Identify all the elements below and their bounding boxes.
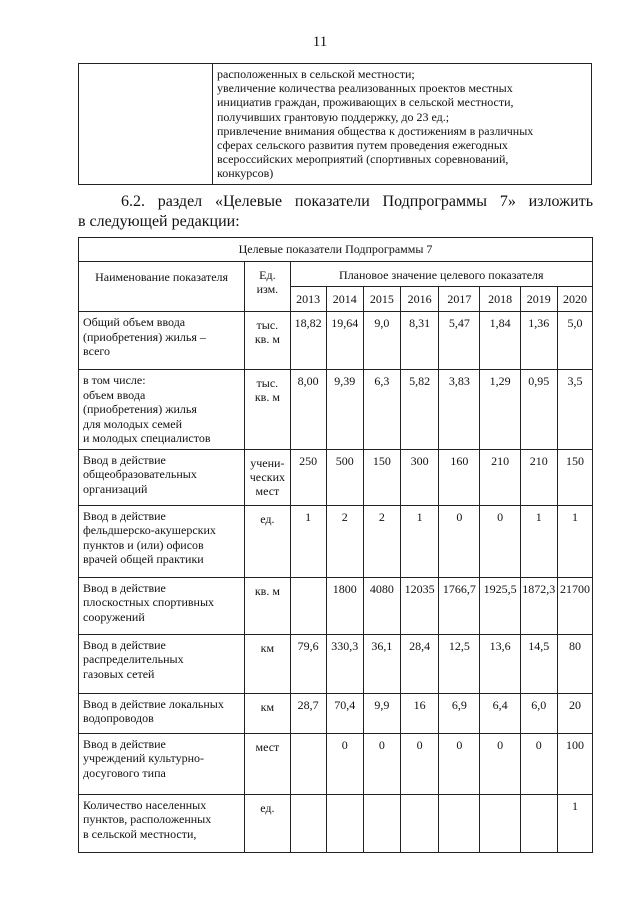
value-cell: 16 <box>401 693 439 733</box>
unit-cell <box>245 505 290 577</box>
text-line: расположенных в сельской местности; <box>217 67 415 81</box>
header-plan-value: Плановое значение целевого показателя <box>290 262 592 287</box>
instruction-word: «Целевые <box>214 193 283 210</box>
indicator-name-line: Ввод в действие локальных <box>83 696 224 711</box>
instruction-word: 7» <box>499 193 516 210</box>
value-cell: 21700 <box>557 577 592 634</box>
instruction-word: Подпрограммы <box>382 193 488 210</box>
empty-cell <box>79 64 213 185</box>
instruction-line-1 <box>78 192 593 212</box>
unit-cell <box>245 577 290 634</box>
unit-line: кв. м <box>254 583 280 598</box>
text-line: инициатив граждан, проживающих в сельской местности, <box>217 95 514 110</box>
header-unit: Ед. изм. <box>245 262 290 312</box>
indicator-name-line: всего <box>83 344 111 358</box>
value-cell: 0 <box>520 733 557 794</box>
indicator-name-cell <box>79 505 245 577</box>
value-cell <box>520 794 557 852</box>
text-line: сферах сельского развития путем проведения ежегодных <box>217 138 508 153</box>
indicator-name-line: сооружений <box>83 609 145 624</box>
value-cell: 14,5 <box>520 634 557 693</box>
text-line: привлечение внимания общества к достижениям в различных <box>217 123 534 138</box>
indicator-name-line: досугового типа <box>83 765 166 780</box>
indicator-name-cell <box>79 577 245 634</box>
value-cell: 5,47 <box>439 312 480 370</box>
unit-line: ческих <box>249 469 285 484</box>
indicator-name-line: врачей общей практики <box>83 552 204 566</box>
indicator-name-line: газовых сетей <box>83 666 155 681</box>
value-cell: 6,9 <box>439 693 480 733</box>
indicator-name-cell <box>79 634 245 693</box>
value-cell <box>290 577 326 634</box>
value-cell <box>439 794 480 852</box>
unit-cell <box>245 634 290 693</box>
unit-line: учени- <box>250 455 285 470</box>
value-cell: 1 <box>401 505 439 577</box>
indicator-name-cell <box>79 733 245 794</box>
value-cell: 1,36 <box>520 312 557 370</box>
indicator-name-line: в сельской местности, <box>83 826 197 841</box>
value-cell <box>326 794 363 852</box>
unit-line: ед. <box>260 511 275 526</box>
table-row <box>79 449 593 505</box>
value-cell: 6,4 <box>480 693 520 733</box>
value-cell: 6,0 <box>520 693 557 733</box>
year-header: 2016 <box>401 287 439 312</box>
indicator-name-cell <box>79 449 245 505</box>
indicator-name-line: общеобразовательных <box>83 467 197 481</box>
value-cell: 160 <box>439 449 480 505</box>
indicators-table <box>78 237 593 853</box>
table-row <box>79 794 593 852</box>
value-cell: 13,6 <box>480 634 520 693</box>
value-cell: 70,4 <box>326 693 363 733</box>
year-header: 2019 <box>520 287 557 312</box>
value-cell: 18,82 <box>290 312 326 370</box>
table-row <box>79 733 593 794</box>
value-cell: 3,5 <box>557 370 592 450</box>
unit-line: мест <box>255 739 280 754</box>
value-cell: 2 <box>363 505 400 577</box>
unit-line: тыс. <box>256 318 279 332</box>
page-number: 11 <box>312 34 328 50</box>
value-cell: 80 <box>557 634 592 693</box>
year-header: 2017 <box>439 287 480 312</box>
value-cell: 1766,7 <box>439 577 480 634</box>
value-cell: 36,1 <box>363 634 400 693</box>
indicator-name-line: Общий объем ввода <box>83 315 186 329</box>
value-cell: 12,5 <box>439 634 480 693</box>
value-cell: 100 <box>557 733 592 794</box>
unit-cell <box>245 312 290 370</box>
value-cell: 5,82 <box>401 370 439 450</box>
indicator-name-cell <box>79 794 245 852</box>
instruction-line-2: в следующей редакции: <box>78 213 240 230</box>
indicator-name-cell <box>79 370 245 450</box>
instruction-word: 6.2. <box>121 193 145 210</box>
indicator-name-line: в том числе: <box>83 373 146 387</box>
unit-line: кв. м <box>254 332 280 346</box>
indicator-name-line: объем ввода <box>83 387 146 402</box>
value-cell: 2 <box>326 505 363 577</box>
value-cell: 1 <box>557 505 592 577</box>
table-row <box>79 370 593 450</box>
table-row <box>79 577 593 634</box>
indicator-name-line: пунктов, расположенных <box>83 812 212 826</box>
value-cell: 19,64 <box>326 312 363 370</box>
indicator-name-line: водопроводов <box>83 711 154 725</box>
indicator-name-line: и молодых специалистов <box>83 431 211 445</box>
value-cell: 150 <box>557 449 592 505</box>
value-cell: 0 <box>363 733 400 794</box>
value-cell: 0 <box>480 733 520 794</box>
value-cell: 1,29 <box>480 370 520 450</box>
unit-line: ед. <box>260 800 275 815</box>
value-cell: 300 <box>401 449 439 505</box>
value-cell <box>290 733 326 794</box>
unit-line: тыс. <box>256 376 279 390</box>
unit-cell <box>245 693 290 733</box>
value-cell: 4080 <box>363 577 400 634</box>
indicator-name-line: Ввод в действие <box>83 736 166 751</box>
unit-cell <box>245 370 290 450</box>
unit-cell <box>245 449 290 505</box>
value-cell: 1 <box>520 505 557 577</box>
indicator-name-line: (приобретения) жилья <box>83 402 197 416</box>
text-line: увеличение количества реализованных проектов местных <box>217 81 513 96</box>
instruction-word: раздел <box>157 193 203 210</box>
value-cell: 250 <box>290 449 326 505</box>
value-cell: 500 <box>326 449 363 505</box>
indicator-name-line: Ввод в действие <box>83 508 166 523</box>
unit-line: км <box>260 640 275 655</box>
value-cell: 8,31 <box>401 312 439 370</box>
unit-cell <box>245 794 290 852</box>
indicator-name-line: Количество населенных <box>83 797 207 812</box>
value-cell: 28,7 <box>290 693 326 733</box>
value-cell: 9,39 <box>326 370 363 450</box>
value-cell: 3,83 <box>439 370 480 450</box>
value-cell: 79,6 <box>290 634 326 693</box>
value-cell: 1 <box>290 505 326 577</box>
value-cell: 9,9 <box>363 693 400 733</box>
unit-line: мест <box>255 483 280 498</box>
value-cell: 0 <box>439 505 480 577</box>
value-cell: 0 <box>439 733 480 794</box>
value-cell <box>290 794 326 852</box>
year-header: 2013 <box>290 287 326 312</box>
indicator-name-line: (приобретения) жилья – <box>83 329 206 344</box>
header-indicator-name: Наименование показателя <box>79 262 245 312</box>
value-cell: 9,0 <box>363 312 400 370</box>
value-cell: 330,3 <box>326 634 363 693</box>
indicator-name-line: плоскостных спортивных <box>83 595 215 609</box>
instruction-paragraph <box>78 192 593 232</box>
year-header: 2014 <box>326 287 363 312</box>
indicator-name-line: для молодых семей <box>83 416 182 431</box>
value-cell <box>401 794 439 852</box>
indicator-name-line: Ввод в действие <box>83 580 166 595</box>
value-cell: 28,4 <box>401 634 439 693</box>
value-cell: 0 <box>401 733 439 794</box>
indicator-name-line: пунктов и (или) офисов <box>83 537 204 552</box>
value-cell: 1 <box>557 794 592 852</box>
value-cell: 0,95 <box>520 370 557 450</box>
table-row <box>79 634 593 693</box>
value-cell: 5,0 <box>557 312 592 370</box>
table-row <box>79 693 593 733</box>
table-caption: Целевые показатели Подпрограммы 7 <box>79 238 593 262</box>
value-cell: 1872,3 <box>520 577 557 634</box>
table-row <box>79 312 593 370</box>
value-cell <box>363 794 400 852</box>
indicator-name-line: организаций <box>83 481 148 496</box>
value-cell: 12035 <box>401 577 439 634</box>
value-cell: 1800 <box>326 577 363 634</box>
continuation-table <box>78 63 592 185</box>
indicator-name-line: Ввод в действие <box>83 637 166 652</box>
text-line: конкурсов) <box>217 166 274 181</box>
indicator-name-line: фельдшерско-акушерских <box>83 523 216 537</box>
unit-cell <box>245 733 290 794</box>
unit-line: км <box>260 699 275 714</box>
indicator-name-cell <box>79 693 245 733</box>
indicator-name-cell <box>79 312 245 370</box>
value-cell: 1,84 <box>480 312 520 370</box>
indicator-name-line: распределительных <box>83 652 184 666</box>
indicator-name-line: Ввод в действие <box>83 452 166 467</box>
year-header: 2015 <box>363 287 400 312</box>
year-header: 2020 <box>557 287 592 312</box>
text-line: всероссийских мероприятий (спортивных соревнований, <box>217 152 509 167</box>
value-cell: 1925,5 <box>480 577 520 634</box>
year-header: 2018 <box>480 287 520 312</box>
unit-line: кв. м <box>254 390 280 404</box>
instruction-word: показатели <box>294 193 370 210</box>
instruction-word: изложить <box>528 193 593 210</box>
table-row <box>79 505 593 577</box>
value-cell: 0 <box>480 505 520 577</box>
value-cell: 210 <box>520 449 557 505</box>
value-cell: 20 <box>557 693 592 733</box>
value-cell: 8,00 <box>290 370 326 450</box>
value-cell <box>480 794 520 852</box>
value-cell: 0 <box>326 733 363 794</box>
text-line: получивших грантовую поддержку, до 23 ед.; <box>217 109 450 124</box>
value-cell: 210 <box>480 449 520 505</box>
value-cell: 150 <box>363 449 400 505</box>
value-cell: 6,3 <box>363 370 400 450</box>
expected-results-cell <box>213 64 592 185</box>
indicator-name-line: учреждений культурно- <box>83 751 204 765</box>
